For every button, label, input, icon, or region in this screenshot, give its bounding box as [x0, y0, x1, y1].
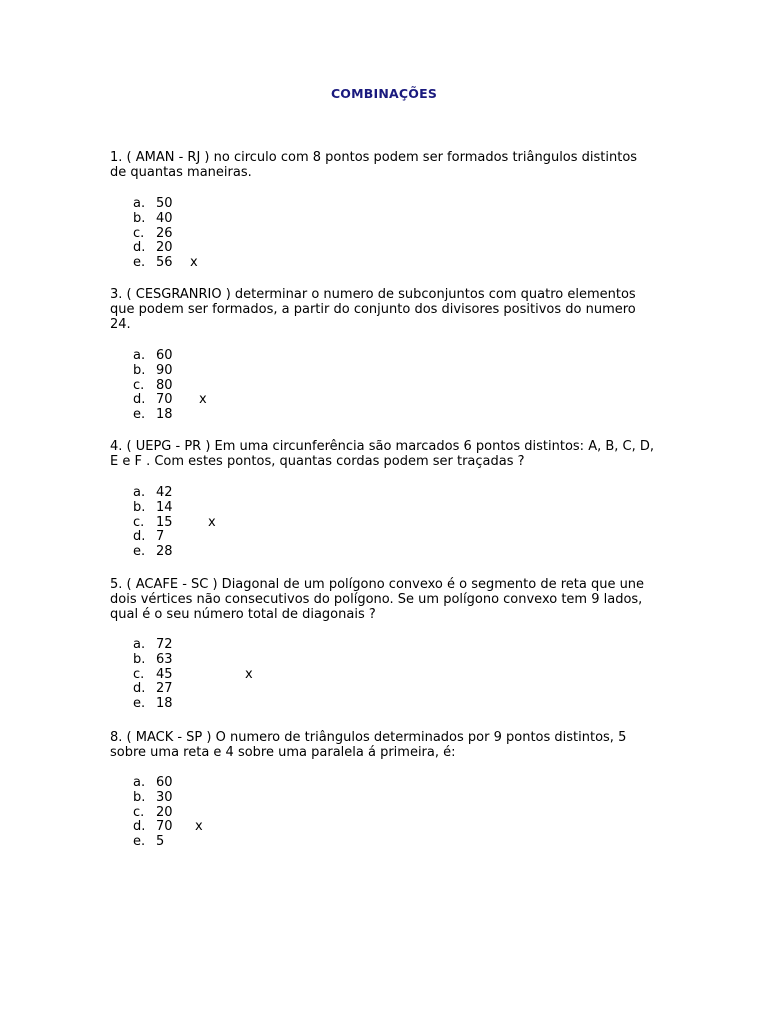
- option-letter: c.: [133, 514, 145, 530]
- option-value: 80: [156, 377, 173, 393]
- option-value: 56: [156, 255, 173, 271]
- option-value: 60: [156, 775, 173, 790]
- question-4-text: 4. ( UEPG - PR ) Em uma circunferência são marcados 6 pontos distintos: A, B, C, D, E e F . Com estes pontos, quantas cordas podem ser traçadas ?: [110, 439, 655, 469]
- option-item: [133, 392, 207, 408]
- question-5-text: 5. ( ACAFE - SC ) Diagonal de um polígono convexo é o segmento de reta que une dois vértices não consecutivos do polígono. Se um polígono convexo tem 9 lados, qual é o seu número total de diagonais ?: [110, 577, 645, 622]
- option-letter: a.: [133, 348, 146, 363]
- option-value: 28: [156, 544, 173, 560]
- question-3-options: [133, 348, 207, 423]
- option-letter: a.: [133, 637, 146, 652]
- answer-mark: x: [208, 514, 216, 530]
- option-item: [133, 212, 173, 227]
- option-item: [133, 227, 173, 242]
- option-letter: e.: [133, 255, 146, 271]
- option-letter: d.: [133, 529, 146, 545]
- option-value: 18: [156, 407, 173, 423]
- question-8-text: 8. ( MACK - SP ) O numero de triângulos determinados por 9 pontos distintos, 5 sobre uma reta e 4 sobre uma paralela á primeira, é:: [110, 730, 627, 760]
- option-letter: b.: [133, 499, 146, 515]
- option-value: 70: [156, 392, 173, 408]
- option-item: [133, 514, 216, 531]
- option-item: [133, 653, 173, 668]
- question-4-options: [133, 485, 216, 560]
- option-item: [133, 835, 173, 850]
- option-value: 60: [156, 348, 173, 363]
- option-item: [133, 501, 173, 516]
- option-value: 72: [156, 637, 173, 652]
- option-value: 14: [156, 499, 173, 515]
- question-1-options: [133, 196, 198, 271]
- option-letter: d.: [133, 681, 146, 697]
- answer-mark: x: [195, 819, 203, 835]
- option-letter: a.: [133, 775, 146, 790]
- option-value: 50: [156, 196, 173, 211]
- question-3-text: 3. ( CESGRANRIO ) determinar o numero de subconjuntos com quatro elementos que podem ser formados, a partir do conjunto dos divisores positivos do numero 24.: [110, 287, 636, 332]
- option-value: 20: [156, 240, 173, 256]
- option-value: 63: [156, 651, 173, 667]
- option-value: 26: [156, 225, 173, 241]
- option-value: 5: [156, 834, 165, 850]
- answer-mark: x: [245, 666, 253, 682]
- question-8-options: [133, 775, 203, 850]
- option-value: 70: [156, 819, 173, 835]
- option-letter: e.: [133, 834, 146, 850]
- option-letter: c.: [133, 225, 145, 241]
- option-item: [133, 255, 198, 271]
- option-value: 7: [156, 529, 165, 545]
- option-value: 90: [156, 362, 173, 378]
- option-letter: d.: [133, 392, 146, 408]
- question-1-text: 1. ( AMAN - RJ ) no circulo com 8 pontos podem ser formados triângulos distintos de quantas maneiras.: [110, 150, 638, 180]
- option-item: [133, 364, 173, 379]
- option-letter: c.: [133, 666, 145, 682]
- option-letter: c.: [133, 804, 145, 820]
- option-value: 18: [156, 696, 173, 712]
- option-value: 45: [156, 666, 173, 682]
- option-letter: e.: [133, 696, 146, 712]
- option-value: 27: [156, 681, 173, 697]
- page-title: COMBINAÇÕES: [330, 86, 438, 101]
- option-value: 40: [156, 210, 173, 226]
- option-item: [133, 545, 173, 560]
- option-value: 42: [156, 485, 173, 500]
- option-item: [133, 682, 173, 697]
- option-letter: c.: [133, 377, 145, 393]
- option-letter: b.: [133, 651, 146, 667]
- option-item: [133, 379, 173, 394]
- option-letter: b.: [133, 789, 146, 805]
- option-letter: d.: [133, 819, 146, 835]
- option-item: [133, 791, 173, 806]
- option-item: [133, 486, 173, 501]
- option-letter: a.: [133, 196, 146, 211]
- option-letter: b.: [133, 210, 146, 226]
- question-5-options: [133, 637, 253, 712]
- option-item: [133, 241, 173, 256]
- option-item: [133, 697, 173, 712]
- option-item: [133, 530, 173, 545]
- option-item: [133, 806, 173, 821]
- option-item: [133, 349, 173, 364]
- option-item: [133, 408, 173, 423]
- option-value: 20: [156, 804, 173, 820]
- answer-mark: x: [199, 392, 207, 408]
- option-letter: b.: [133, 362, 146, 378]
- answer-mark: x: [190, 255, 198, 271]
- option-value: 30: [156, 789, 173, 805]
- option-item: [133, 638, 173, 653]
- option-letter: e.: [133, 544, 146, 560]
- option-letter: a.: [133, 485, 146, 500]
- option-letter: d.: [133, 240, 146, 256]
- option-item: [133, 819, 203, 835]
- option-value: 15: [156, 514, 173, 530]
- option-item: [133, 197, 173, 212]
- option-item: [133, 666, 253, 683]
- option-letter: e.: [133, 407, 146, 423]
- option-item: [133, 776, 173, 791]
